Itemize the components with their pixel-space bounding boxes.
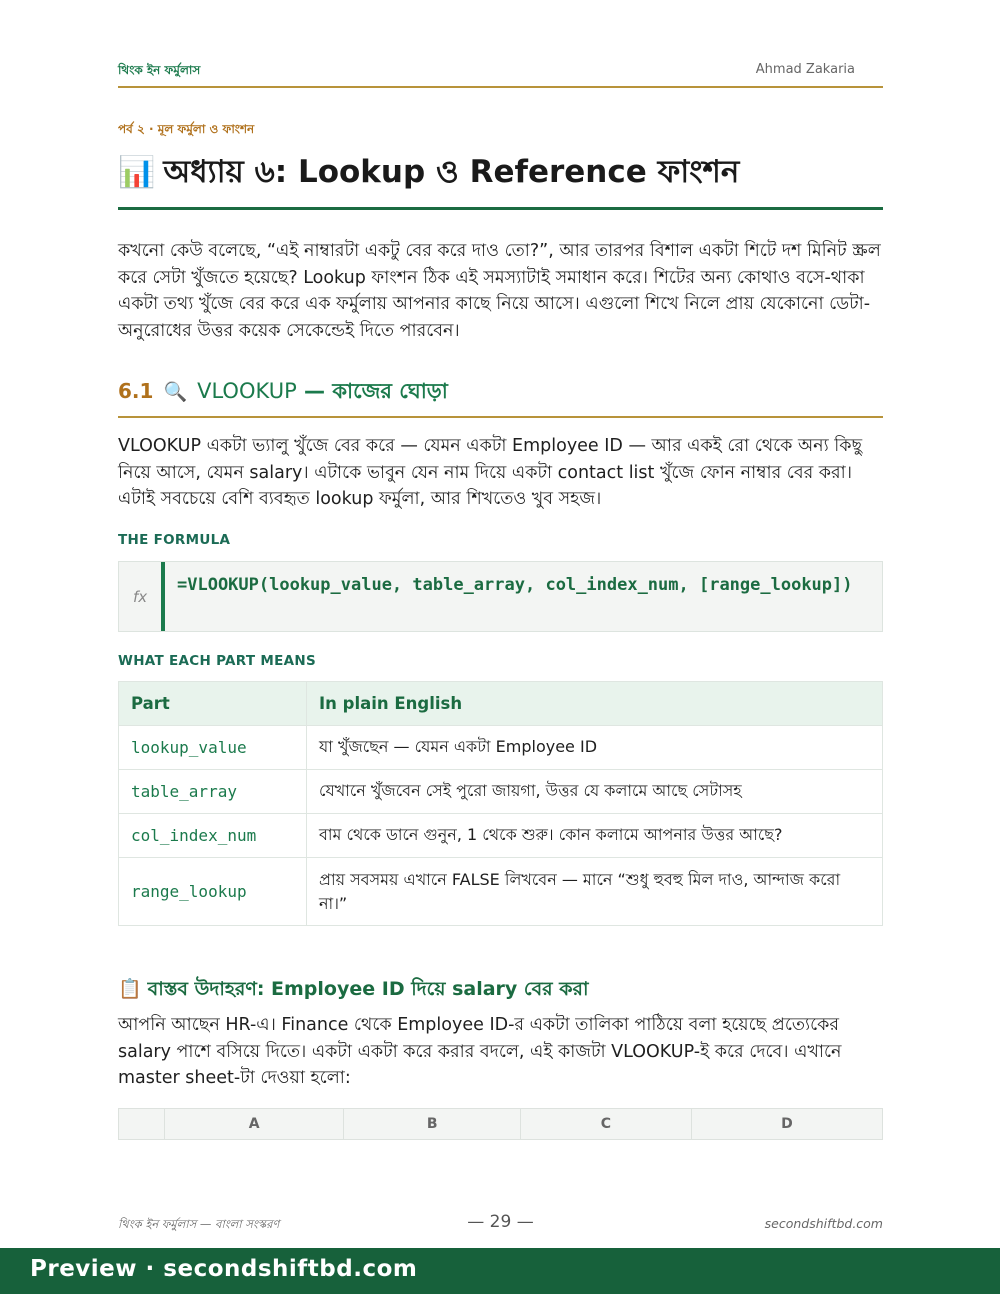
author-name: Ahmad Zakaria bbox=[755, 62, 855, 77]
part-meaning: যা খুঁজছেন — যেমন একটা Employee ID bbox=[307, 726, 883, 770]
sheet-column-header: A bbox=[165, 1109, 344, 1140]
intro-paragraph: কখনো কেউ বলেছে, “এই নাম্বারটা একটু বের করে দাও তো?”, আর তারপর বিশাল একটা শিটে দশ মিনিট স্ক্রল করে সেটা খুঁজতে হয়েছে? Lookup ফাংশন ঠিক এই সমস্যাটাই সমাধান করে। শিটের অন্য কোথাও বসে-থাকা একটা তথ্য খুঁজে বের করে এক ফর্মুলায় আপনার কাছে নিয়ে আসে। এগুলো শিখে নিলে প্রায় যেকোনো ডেটা-অনুরোধের উত্তর কয়েক সেকেন্ডেই দিতে পারবেন। bbox=[118, 241, 881, 341]
example-heading-text: বাস্তব উদাহরণ: Employee ID দিয়ে salary বের করা bbox=[147, 978, 589, 1000]
example-paragraph: আপনি আছেন HR-এ। Finance থেকে Employee ID-র একটা তালিকা পাঠিয়ে বলা হয়েছে প্রত্যেকের salary পাশে বসিয়ে দিতে। একটা একটা করে করার বদলে, এই কাজটা VLOOKUP-ই করে দেবে। এখানে master sheet-টা দেওয়া হলো: bbox=[118, 1015, 842, 1088]
clipboard-icon: 📋 bbox=[118, 978, 142, 1000]
section-title bbox=[197, 379, 448, 403]
formula-label: THE FORMULA bbox=[118, 532, 231, 548]
section-heading bbox=[118, 375, 883, 418]
formula-accent-bar bbox=[161, 562, 165, 631]
sheet-column-header-row bbox=[119, 1109, 883, 1140]
chapter-title bbox=[118, 148, 739, 200]
part-meaning: প্রায় সবসময় এখানে FALSE লিখবেন — মানে “শুধু হুবহু মিল দাও, আন্দাজ করো না।” bbox=[307, 858, 883, 926]
formula-text: =VLOOKUP(lookup_value, table_array, col_index_num, [range_lookup]) bbox=[177, 575, 853, 595]
running-header bbox=[118, 62, 883, 88]
table-header-row bbox=[119, 682, 883, 726]
section-title-bold: — কাজের ঘোড়া bbox=[296, 379, 448, 403]
fx-label: fx bbox=[133, 588, 148, 606]
section-number: 6.1 bbox=[118, 379, 154, 403]
section-paragraph: VLOOKUP একটা ভ্যালু খুঁজে বের করে — যেমন একটা Employee ID — আর একই রো থেকে অন্য কিছু নিয়ে আসে, যেমন salary। এটাকে ভাবুন যেন নাম দিয়ে একটা contact list খুঁজে ফোন নাম্বার বের করা। এটাই সবচেয়ে বেশি ব্যবহৃত lookup ফর্মুলা, আর শিখতেও খুব সহজ। bbox=[118, 436, 863, 509]
part-name: lookup_value bbox=[119, 726, 307, 770]
preview-banner bbox=[0, 1248, 1000, 1294]
footer-website: secondshiftbd.com bbox=[764, 1216, 883, 1231]
parts-label: WHAT EACH PART MEANS bbox=[118, 653, 316, 669]
title-divider bbox=[118, 207, 883, 210]
sheet-column-header: C bbox=[521, 1109, 692, 1140]
table-row bbox=[119, 858, 883, 926]
part-meaning: বাম থেকে ডানে গুনুন, 1 থেকে শুরু। কোন কলামে আপনার উত্তর আছে? bbox=[307, 814, 883, 858]
part-name: col_index_num bbox=[119, 814, 307, 858]
bar-chart-icon: 📊 bbox=[118, 155, 156, 190]
part-name: range_lookup bbox=[119, 858, 307, 926]
preview-banner-text: Preview · secondshiftbd.com bbox=[30, 1256, 418, 1282]
part-name: table_array bbox=[119, 770, 307, 814]
table-row bbox=[119, 726, 883, 770]
table-row bbox=[119, 770, 883, 814]
magnifier-icon: 🔍 bbox=[163, 381, 188, 403]
formula-box bbox=[118, 561, 883, 632]
footer-edition: থিংক ইন ফর্মুলাস — বাংলা সংস্করণ bbox=[118, 1217, 280, 1231]
page-number: — 29 — bbox=[467, 1212, 534, 1232]
part-label: পর্ব ২ · মূল ফর্মুলা ও ফাংশন bbox=[118, 122, 255, 136]
parts-table bbox=[118, 681, 883, 926]
column-header: Part bbox=[119, 682, 307, 726]
part-meaning: যেখানে খুঁজবেন সেই পুরো জায়গা, উত্তর যে কলামে আছে সেটাসহ bbox=[307, 770, 883, 814]
column-header: In plain English bbox=[307, 682, 883, 726]
example-heading bbox=[118, 975, 589, 1007]
section-title-plain: VLOOKUP bbox=[197, 379, 297, 403]
sheet-column-header: D bbox=[691, 1109, 882, 1140]
document-page bbox=[118, 0, 883, 1248]
sheet-corner-cell bbox=[119, 1109, 165, 1140]
sheet-column-header: B bbox=[344, 1109, 521, 1140]
book-title: থিংক ইন ফর্মুলাস bbox=[118, 63, 201, 77]
table-row bbox=[119, 814, 883, 858]
chapter-title-text: অধ্যায় ৬: Lookup ও Reference ফাংশন bbox=[163, 154, 740, 190]
master-sheet-preview bbox=[118, 1108, 883, 1140]
